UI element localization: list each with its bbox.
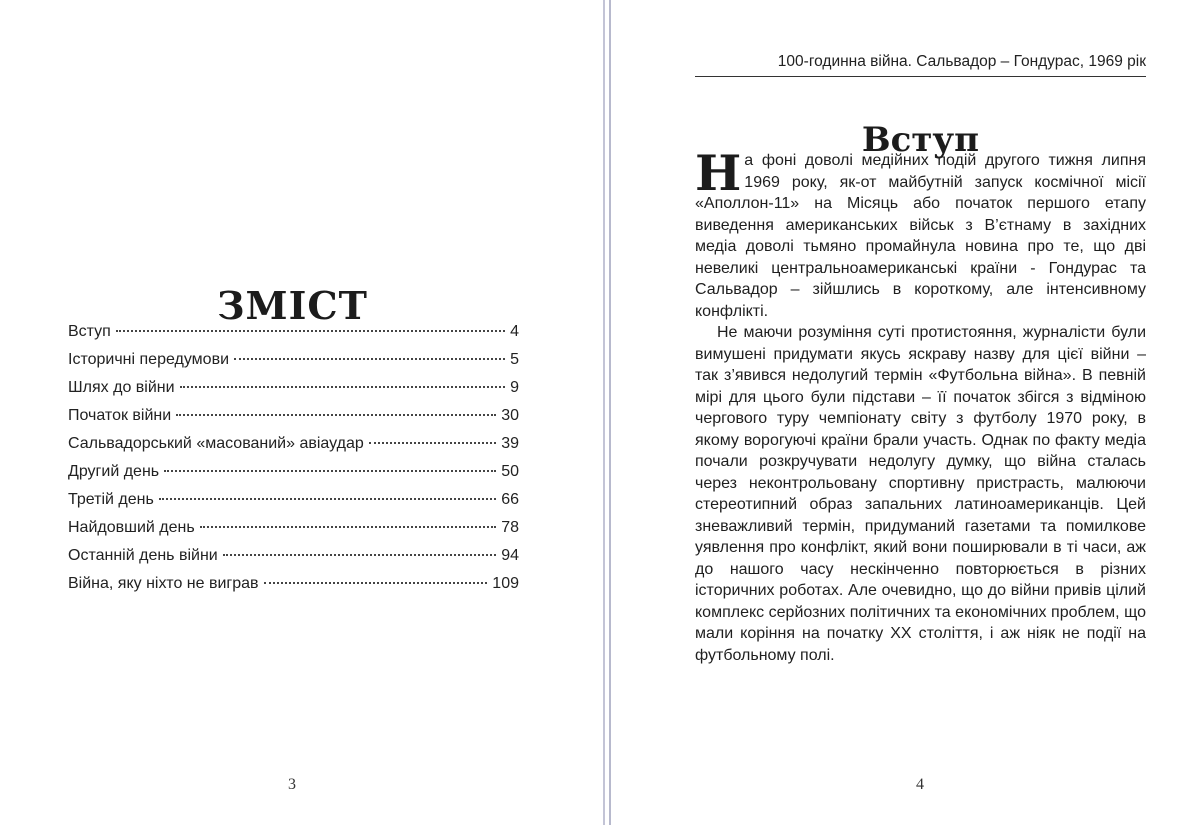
toc-entry-label: Шлях до війни xyxy=(68,379,175,396)
toc-entry[interactable] xyxy=(68,547,519,575)
dot-leader xyxy=(200,526,497,528)
dot-leader xyxy=(164,470,496,472)
toc-entry-page: 30 xyxy=(501,407,519,424)
toc-entry[interactable] xyxy=(68,407,519,435)
table-of-contents xyxy=(68,323,519,603)
toc-entry-page: 5 xyxy=(510,351,519,368)
toc-entry[interactable] xyxy=(68,379,519,407)
chapter-body xyxy=(695,144,1146,666)
dot-leader xyxy=(264,582,488,584)
paragraph-1-text: а фоні доволі медійних подій другого тижня липня 1969 року, як-от майбутній запуск космічної місії «Аполлон-11» на Місяць або початок першого етапу виведення американських військ з В’єтнаму в західних медіа доволі тьмяно промайнула новина про те, що дві невеликі центральноамериканські країни - Гондурас та Сальвадор – зійшлись в короткому, але інтенсивному конфлікті. xyxy=(695,152,1146,320)
dot-leader xyxy=(369,442,496,444)
toc-entry-page: 39 xyxy=(501,435,519,452)
toc-entry[interactable] xyxy=(68,323,519,351)
paragraph-1 xyxy=(695,144,1146,322)
dot-leader xyxy=(159,498,496,500)
page-number-right: 4 xyxy=(916,776,924,793)
toc-entry-label: Історичні передумови xyxy=(68,351,229,368)
dot-leader xyxy=(234,358,505,360)
toc-entry[interactable] xyxy=(68,435,519,463)
toc-entry-page: 94 xyxy=(501,547,519,564)
toc-entry-page: 78 xyxy=(501,519,519,536)
toc-entry-page: 9 xyxy=(510,379,519,396)
toc-entry[interactable] xyxy=(68,463,519,491)
toc-entry-page: 66 xyxy=(501,491,519,508)
toc-entry-page: 4 xyxy=(510,323,519,340)
toc-entry-label: Сальвадорський «масований» авіаудар xyxy=(68,435,364,452)
toc-entry-label: Третій день xyxy=(68,491,154,508)
toc-entry[interactable] xyxy=(68,351,519,379)
header-rule xyxy=(695,76,1146,77)
toc-entry-page: 50 xyxy=(501,463,519,480)
toc-entry-label: Початок війни xyxy=(68,407,172,424)
toc-entry[interactable] xyxy=(68,519,519,547)
toc-entry[interactable] xyxy=(68,491,519,519)
dot-leader xyxy=(116,330,505,332)
dot-leader xyxy=(223,554,496,556)
toc-entry[interactable] xyxy=(68,575,519,603)
page-number-left: 3 xyxy=(288,776,296,793)
chapter-title: Вступ xyxy=(861,120,980,161)
dot-leader xyxy=(176,414,496,416)
toc-entry-label: Вступ xyxy=(68,323,111,340)
drop-cap: Н xyxy=(695,144,742,202)
toc-title: ЗМІСТ xyxy=(217,283,368,329)
running-head: 100-годинна війна. Сальвадор – Гондурас, 1969 рік xyxy=(777,53,1146,70)
toc-entry-page: 109 xyxy=(492,575,519,592)
toc-entry-label: Війна, яку ніхто не виграв xyxy=(68,575,259,592)
toc-entry-label: Другий день xyxy=(68,463,160,480)
gutter-line xyxy=(603,0,605,825)
toc-entry-label: Останній день війни xyxy=(68,547,218,564)
toc-entry-label: Найдовший день xyxy=(68,519,195,536)
right-page xyxy=(611,0,1196,825)
dot-leader xyxy=(180,386,506,388)
paragraph-2: Не маючи розуміння суті протистояння, журналісти були вимушені придумати якусь яскраву назву для цієї війни – так з’явився недолугий термін «Футбольна війна». В певній мірі для цього були підстави – її початок збігся з відміною чергового туру чемпіонату світу з футболу 1970 року, в якому ворогуючі країни брали участь. Однак по факту медіа почали розкручувати недолугу думку, що війна сталась через неконтрольовану спортивну пристрасть, малюючи стереотипний образ запальних латиноамериканців. Цей зневажливий термін, придуманий газетами та помилкове уявлення про конфлікт, який вони поширювали в ті часи, аж до нашого часу нескінченно повторюється в різних історичних роботах. Але очевидно, що до війни привів цілий комплекс серйозних політичних та економічних проблем, що мали коріння на початку XX століття, і аж ніяк не події на футбольному полі. xyxy=(695,324,1146,664)
